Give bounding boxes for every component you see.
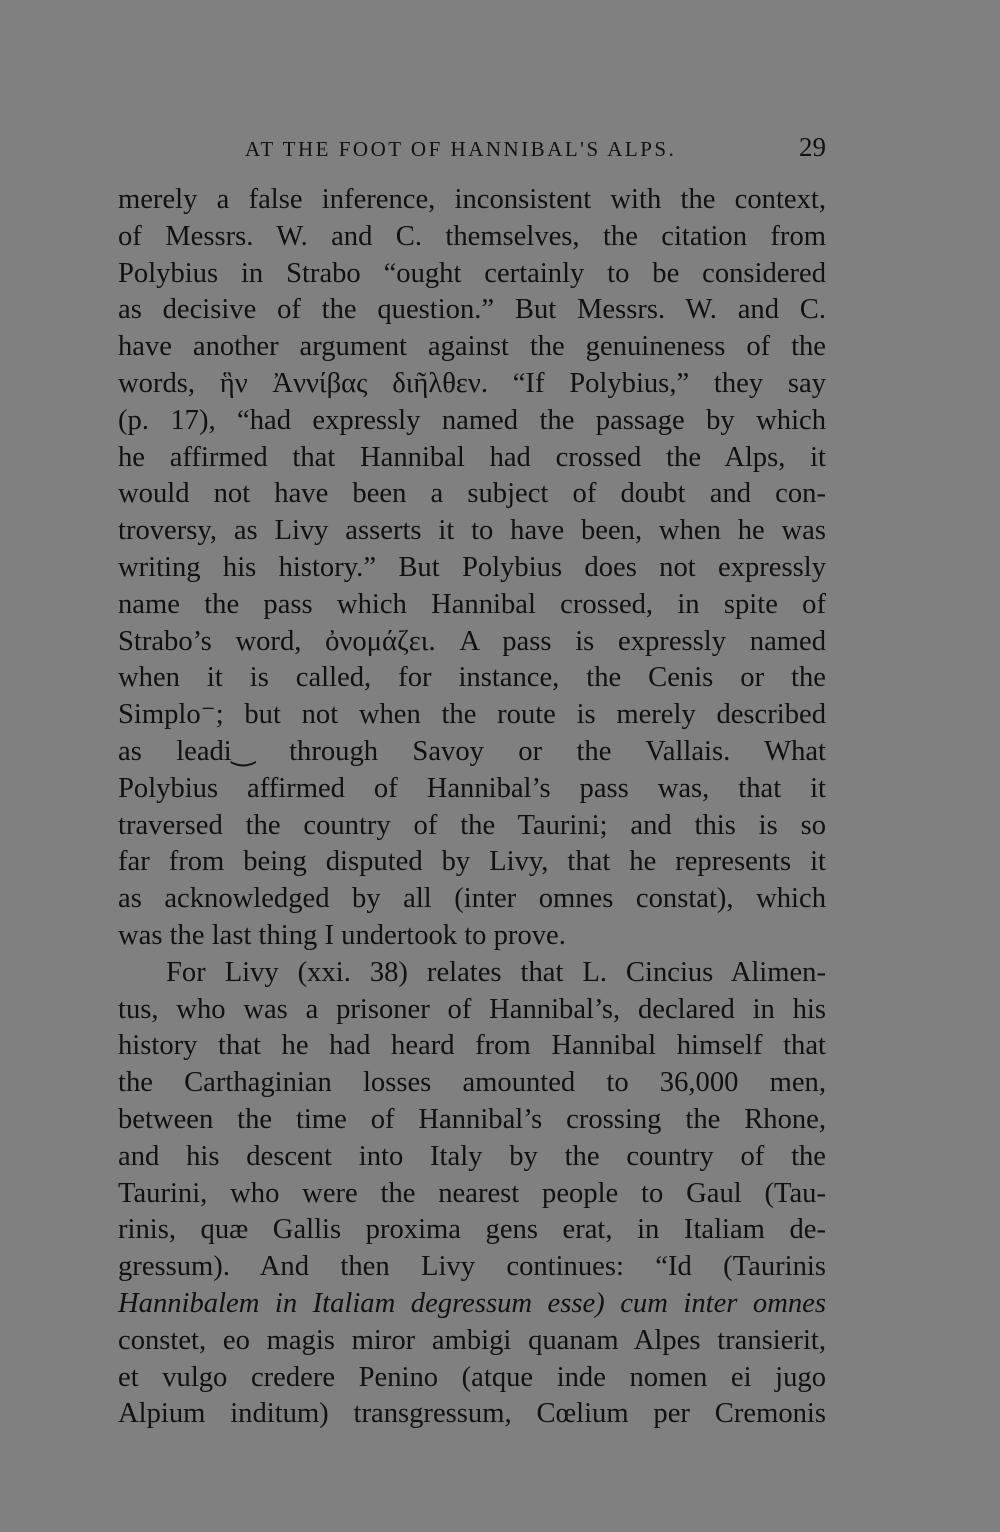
running-head-title: AT THE FOOT OF HANNIBAL'S ALPS. <box>245 137 677 161</box>
text-line: of Messrs. W. and C. themselves, the citation from <box>118 220 826 252</box>
text-line: gressum). And then Livy continues: “Id (Taurinis <box>118 1251 826 1283</box>
paragraph-1 <box>118 182 826 955</box>
text-line: (p. 17), “had expressly named the passage by which <box>118 404 826 436</box>
text-line: have another argument against the genuineness of the <box>118 331 826 363</box>
text-line: when it is called, for instance, the Cenis or the <box>118 662 826 694</box>
text-line: as decisive of the question.” But Messrs. W. and C. <box>118 294 826 326</box>
text-line: name the pass which Hannibal crossed, in spite of <box>118 588 826 620</box>
text-line: words, ἣν Ἀννίβας διῆλθεν. “If Polybius,” they say <box>118 367 826 399</box>
text-line: et vulgo credere Penino (atque inde nomen ei jugo <box>118 1361 826 1393</box>
text-line: writing his history.” But Polybius does not expressly <box>118 551 826 583</box>
text-line: Hannibalem in Italiam degressum esse) cum inter omnes <box>118 1287 826 1319</box>
text-line: as acknowledged by all (inter omnes constat), which <box>118 883 826 915</box>
text-line: tus, who was a prisoner of Hannibal’s, declared in his <box>118 993 826 1025</box>
text-line: between the time of Hannibal’s crossing the Rhone, <box>118 1103 826 1135</box>
page-number: 29 <box>799 132 826 162</box>
text-line: Strabo’s word, ὀνομάζει. A pass is expressly named <box>118 625 826 657</box>
text-line: troversy, as Livy asserts it to have been, when he was <box>118 515 826 547</box>
text-line: the Carthaginian losses amounted to 36,000 men, <box>118 1067 826 1099</box>
text-line: and his descent into Italy by the country of the <box>118 1140 826 1172</box>
text-line: he affirmed that Hannibal had crossed the Alps, it <box>118 441 826 473</box>
text-line: traversed the country of the Taurini; and this is so <box>118 809 826 841</box>
text-line: was the last thing I undertook to prove. <box>118 919 566 951</box>
book-page <box>118 132 826 1433</box>
text-line: would not have been a subject of doubt and con- <box>118 478 826 510</box>
text-line: far from being disputed by Livy, that he represents it <box>118 846 826 878</box>
text-line: Simplo⁻; but not when the route is merely described <box>118 699 826 731</box>
text-line: Polybius in Strabo “ought certainly to be considered <box>118 257 826 289</box>
running-head <box>118 132 826 182</box>
text-line: Taurini, who were the nearest people to Gaul (Tau- <box>118 1177 826 1209</box>
text-line: merely a false inference, inconsistent with the context, <box>118 184 826 215</box>
text-line: For Livy (xxi. 38) relates that L. Cincius Alimen- <box>166 956 826 988</box>
text-line: rinis, quæ Gallis proxima gens erat, in Italiam de- <box>118 1214 826 1246</box>
text-line: Polybius affirmed of Hannibal’s pass was, that it <box>118 772 826 804</box>
paragraph-2 <box>118 955 826 1433</box>
text-line: as leadi‿ through Savoy or the Vallais. What <box>118 735 826 767</box>
text-line: history that he had heard from Hannibal himself that <box>118 1030 826 1062</box>
text-line: Alpium inditum) transgressum, Cœlium per Cremonis <box>118 1398 826 1430</box>
text-line: constet, eo magis miror ambigi quanam Alpes transierit, <box>118 1324 826 1356</box>
